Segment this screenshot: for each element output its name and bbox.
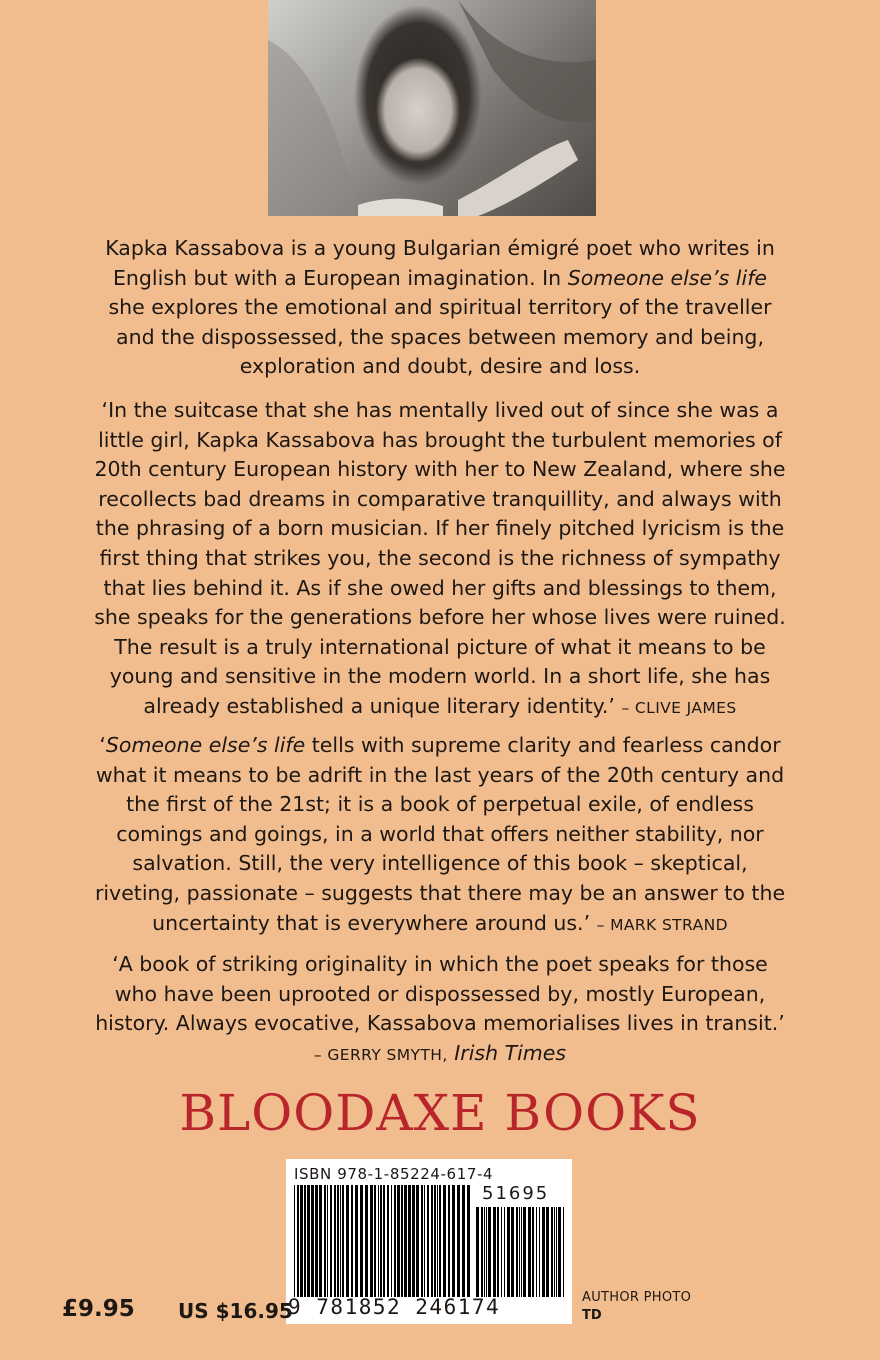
barcode-bar [300,1185,303,1297]
barcode-bar [511,1207,514,1297]
barcode-bar [334,1185,336,1297]
barcode-bar [539,1207,540,1297]
barcode-bar [462,1185,465,1297]
publisher-logo: BLOODAXE BOOKS [179,1084,701,1142]
barcode-bar [457,1185,460,1297]
barcode-bar [365,1185,368,1297]
barcode-bar [315,1185,318,1297]
barcode-bar [542,1207,545,1297]
barcode-bar [439,1185,441,1297]
barcode-bar [448,1185,450,1297]
barcode-bar [360,1185,363,1297]
blurb-book-title: Someone else’s life [567,265,768,290]
barcode-bar [427,1185,429,1297]
photo-credit-name: TD [582,1308,602,1323]
barcode-bar [532,1207,534,1297]
price-us: US $16.95 [178,1299,293,1323]
quote-book-title: Someone else’s life [105,733,306,757]
barcode-bar [554,1207,555,1297]
quote-mark-strand [90,731,790,940]
barcode-bar [330,1185,332,1297]
barcode-bar [346,1185,349,1297]
barcode-bar [421,1185,423,1297]
barcode-bar [521,1207,522,1297]
barcode-bar [307,1185,310,1297]
barcode-bar [370,1185,373,1297]
barcode-bar [374,1185,376,1297]
barcode-bar [467,1185,470,1297]
barcode-bar [297,1185,299,1297]
barcode-bar [546,1207,549,1297]
blurb-rest: she explores the emotional and spiritual territory of the traveller and the dispossessed, the spaces between memory and being, exploration and doubt, desire and loss. [108,295,772,379]
barcode-bar [497,1207,499,1297]
photo-credit-label: AUTHOR PHOTO [582,1290,692,1305]
barcode-bar [501,1207,502,1297]
author-photo [268,0,596,216]
barcode-bar [452,1185,455,1297]
barcode-bar [424,1185,425,1297]
quote-text: ‘In the suitcase that she has mentally lived out of since she was a little girl, Kapka Kassabova has brought the turbulent memories of 20th century European history with her to New Zealand, where she recollects bad dreams in comparative tranquillity, and always with the phrasing of a born musician. If her finely pitched lyricism is the first thing that strikes you, the second is the richness of sympathy that lies behind it. As if she owed her gifts and blessings to them, she speaks for the generations before her whose lives were ruined. The result is a truly international picture of what it means to be young and sensitive in the modern world. In a short life, she has already established a unique literary identity.’ [94,398,786,718]
barcode-bar [493,1207,496,1297]
barcode-bar [294,1185,295,1297]
barcode-bar [404,1185,407,1297]
barcode-bar [558,1207,561,1297]
barcode-bar [387,1185,389,1297]
quote-open-mark: ‘ [99,733,106,757]
barcode-bar [551,1207,553,1297]
quote-clive-james [90,396,790,724]
barcode-bar [507,1207,510,1297]
blurb-intro: Kapka Kassabova is a young Bulgarian émigré poet who writes in English but with a European imagination. In [105,236,775,290]
barcode-bar [443,1185,446,1297]
ean-number: 9 781852 246174 [288,1295,501,1319]
barcode-bar [397,1185,400,1297]
barcode-bar [351,1185,353,1297]
quote-text: tells with supreme clarity and fearless candor what it means to be adrift in the last years of the 20th century and the first of the 21st; it is a book of perpetual exile, of endless comings and goings, in a world that offers neither stability, nor salvation. Still, the very intelligence of this book – skeptical, riveting, passionate – suggests that there may be an answer to the uncertainty that is everywhere around us.’ [94,733,786,935]
barcode-bar [434,1185,436,1297]
barcode-bar [391,1185,392,1297]
barcode-bar [476,1207,479,1297]
quote-gerry-smyth [90,950,790,1070]
barcode-bar [408,1185,411,1297]
barcode-bar [486,1207,487,1297]
barcode-bar [504,1207,505,1297]
quote-attribution: – GERRY SMYTH, [313,1045,448,1064]
barcode-bar [556,1207,557,1297]
quote-text: ‘A book of striking originality in which the poet speaks for those who have been uprooted or dispossessed by, mostly European, history. Always evocative, Kassabova memorialises lives in transit.’ [95,952,785,1036]
barcode-bar [536,1207,537,1297]
barcode-bar [342,1185,344,1297]
isbn-label: ISBN 978-1-85224-617-4 [294,1165,494,1183]
barcode-bar [401,1185,403,1297]
barcode-bar [516,1207,518,1297]
barcode-bar [355,1185,358,1297]
barcode-addon-number: 51695 [482,1183,550,1204]
barcode-addon-bars [476,1207,564,1297]
barcode-bar [563,1207,564,1297]
barcode-bar [319,1185,322,1297]
barcode-bar [327,1185,328,1297]
barcode-bar [394,1185,396,1297]
barcode-bar [311,1185,314,1297]
author-photo-art [268,0,596,216]
barcode-bar [412,1185,415,1297]
barcode-bar [431,1185,433,1297]
barcode-bar [519,1207,520,1297]
price-gbp: £9.95 [62,1296,135,1322]
barcode-bar [528,1207,531,1297]
quote-attribution: – CLIVE JAMES [621,698,737,717]
barcode-bar [488,1207,491,1297]
author-blurb [90,234,790,382]
quote-source: Irish Times [454,1040,567,1065]
barcode-bar [383,1185,385,1297]
barcode-bar [437,1185,438,1297]
barcode [286,1159,572,1324]
barcode-bar [337,1185,339,1297]
barcode-bar [484,1207,485,1297]
barcode-bar [481,1207,483,1297]
barcode-bar [378,1185,379,1297]
barcode-bar [304,1185,306,1297]
barcode-bar [324,1185,326,1297]
barcode-bars [294,1185,470,1297]
quote-attribution: – MARK STRAND [596,915,728,934]
barcode-bar [380,1185,382,1297]
barcode-bar [416,1185,419,1297]
barcode-bar [523,1207,526,1297]
barcode-bar [340,1185,341,1297]
